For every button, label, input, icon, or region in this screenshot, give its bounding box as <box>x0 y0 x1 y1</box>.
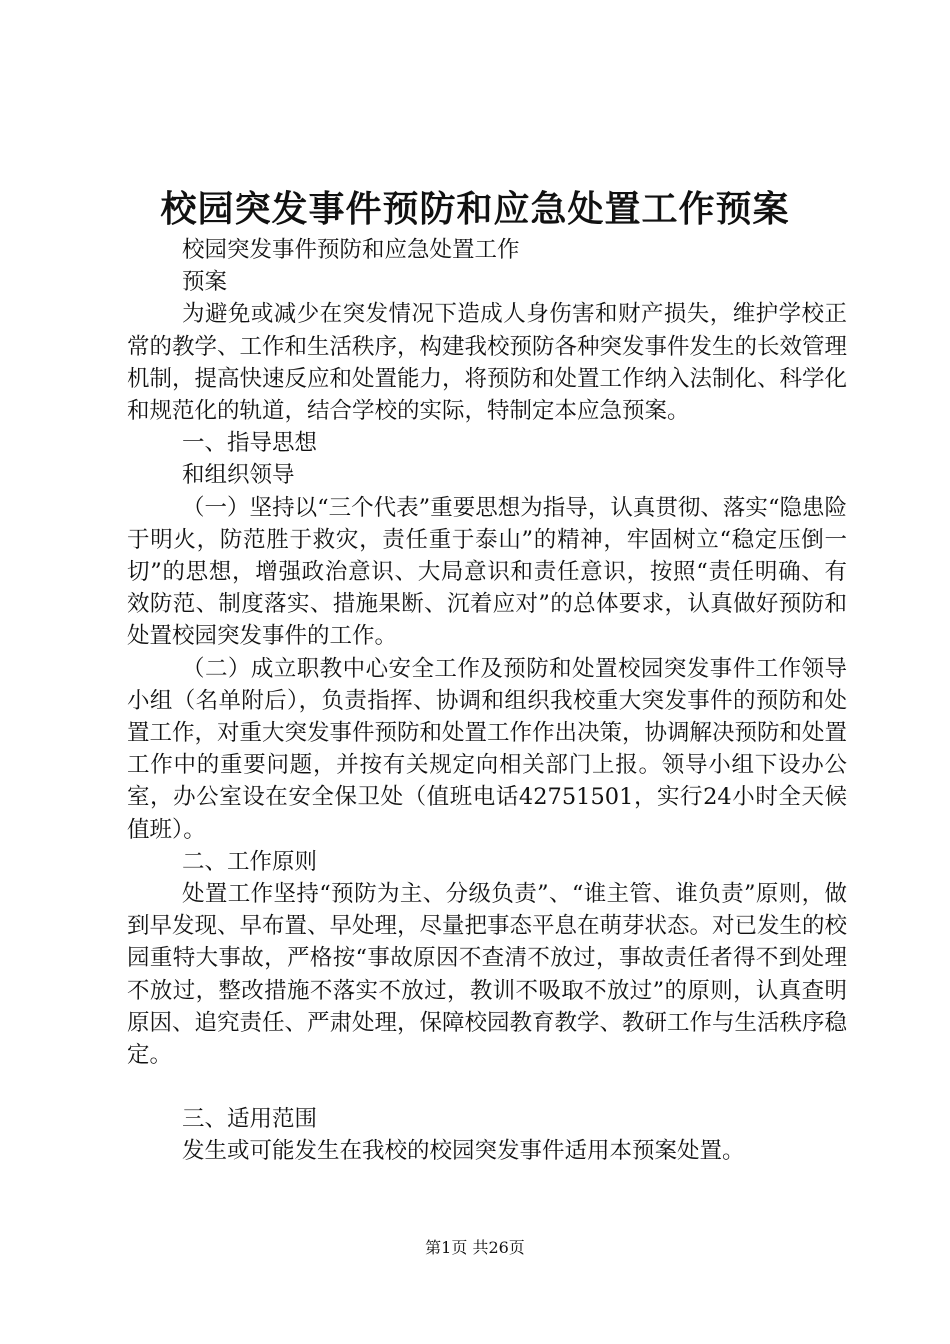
page-footer: 第1页 共26页 <box>425 1238 525 1257</box>
paragraph-3: 发生或可能发生在我校的校园突发事件适用本预案处置。 <box>182 1138 745 1165</box>
document-body <box>127 234 847 1168</box>
section-heading-3: 三、适用范围 <box>182 1106 318 1133</box>
document-title: 校园突发事件预防和应急处置工作预案 <box>160 188 790 230</box>
intro-paragraph: 为避免或减少在突发情况下造成人身伤害和财产损失，维护学校正常的教学、工作和生活秩序，构建我校预防各种突发事件发生的长效管理机制，提高快速反应和处置能力，将预防和处置工作纳入法制化、科学化和规范化的轨道，结合学校的实际，特制定本应急预案。 <box>127 301 848 425</box>
section-heading-2: 二、工作原则 <box>182 848 318 875</box>
paragraph-2: 处置工作坚持“预防为主、分级负责”、“谁主管、谁负责”原则，做到早发现、早布置、早处理，尽量把事态平息在萌芽状态。对已发生的校园重特大事故，严格按“事故原因不查清不放过，事故责任者得不到处理不放过，整改措施不落实不放过，教训不吸取不放过”的原则，认真查明原因、追究责任、严肃处理，保障校园教育教学、教研工作与生活秩序稳定。 <box>127 881 848 1069</box>
paragraph-1-2: （二）成立职教中心安全工作及预防和处置校园突发事件工作领导小组（名单附后），负责指挥、协调和组织我校重大突发事件的预防和处置工作，对重大突发事件预防和处置工作作出决策，协调解决预防和处置工作中的重要问题，并按有关规定向相关部门上报。领导小组下设办公室，办公室设在安全保卫处（值班电话42751501，实行24小时全天候值班）。 <box>127 655 848 843</box>
paragraph-1-1: （一）坚持以“三个代表”重要思想为指导，认真贯彻、落实“隐患险于明火，防范胜于救灾，责任重于泰山”的精神，牢固树立“稳定压倒一切”的思想，增强政治意识、大局意识和责任意识，按照“责任明确、有效防范、制度落实、措施果断、沉着应对”的总体要求，认真做好预防和处置校园突发事件的工作。 <box>127 494 847 650</box>
section-heading-1: 一、指导思想 <box>182 430 318 457</box>
section-heading-1-cont: 和组织领导 <box>182 462 295 489</box>
blank-line <box>127 1071 847 1103</box>
subtitle-line-2: 预案 <box>182 269 228 296</box>
subtitle-line-1: 校园突发事件预防和应急处置工作 <box>182 237 520 263</box>
